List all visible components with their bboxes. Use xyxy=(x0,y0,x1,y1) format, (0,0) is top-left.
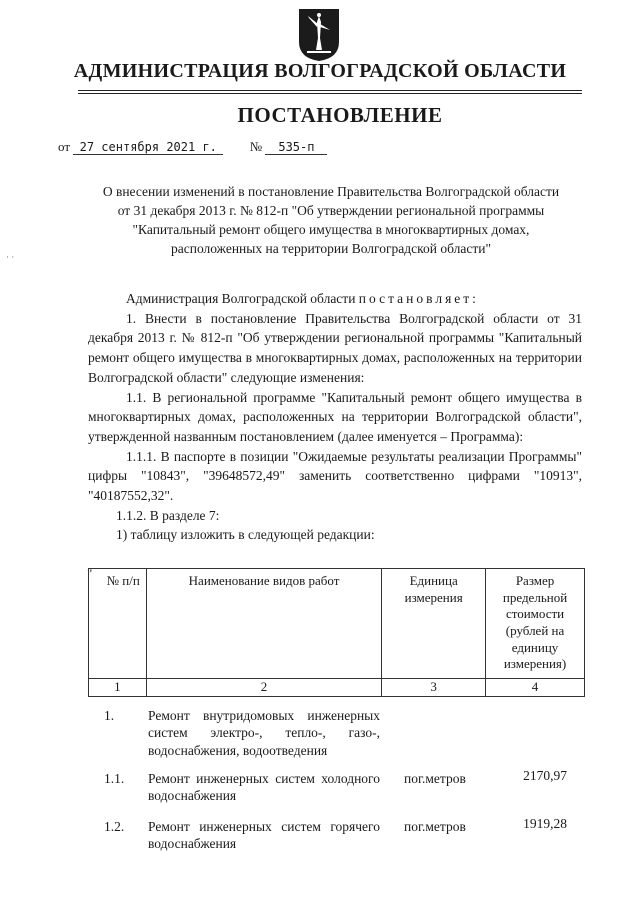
date-number-line xyxy=(58,139,327,155)
preamble: Администрация Волгоградской области постановляет: xyxy=(126,291,479,306)
preamble-spaced: постановляет: xyxy=(358,291,479,306)
row-value: 2170,97 xyxy=(523,768,567,783)
header-rule-top xyxy=(78,90,582,91)
row-work-type: Ремонт инженерных систем холодного водоснабжения xyxy=(148,771,380,804)
row-unit: пог.метров xyxy=(404,771,466,786)
row-unit: пог.метров xyxy=(404,819,466,834)
header-rule-bottom xyxy=(78,93,582,94)
header-max-cost: Размер предельной стоимости (рублей на единицу измерения) xyxy=(486,569,585,679)
row-value: 1919,28 xyxy=(523,816,567,831)
column-number: 3 xyxy=(382,679,486,697)
number-label: № xyxy=(249,139,263,154)
document-subject: О внесении изменений в постановление Правительства Волгоградской области от 31 декабря 2013 г. № 812-п "Об утверждении региональной программы "Капитальный ремонт общего имущества в многоквартирных домах, расположенных на территории Волгоградской области" xyxy=(102,184,560,257)
volgograd-coat-of-arms-icon xyxy=(298,8,340,62)
organization-title: АДМИНИСТРАЦИЯ ВОЛГОГРАДСКОЙ ОБЛАСТИ xyxy=(73,60,567,82)
paragraph-table-intro: 1) таблицу изложить в следующей редакции: xyxy=(116,527,375,543)
table-header-row xyxy=(89,569,585,679)
paragraph-1-1-2: 1.1.2. В разделе 7: xyxy=(116,507,220,523)
paragraph-1-1: 1.1. В региональной программе "Капитальный ремонт общего имущества в многоквартирных домах, расположенных на территории Волгоградской области", утвержденной названным постановлением (далее именуется – Программа): xyxy=(88,389,582,444)
cost-table xyxy=(88,568,585,697)
row-number: 1. xyxy=(104,708,115,723)
column-number: 2 xyxy=(146,679,381,697)
row-number: 1.2. xyxy=(104,819,125,834)
open-quote: " xyxy=(87,566,93,581)
document-date: 27 сентября 2021 г. xyxy=(73,140,223,155)
header-work-type: Наименование видов работ xyxy=(146,569,381,679)
row-work-type: Ремонт внутридомовых инженерных систем электро-, тепло-, газо-, водоснабжения, водоотведения xyxy=(148,708,380,758)
margin-mark: · · xyxy=(6,252,15,262)
document-type: ПОСТАНОВЛЕНИЕ xyxy=(237,103,443,127)
document-body xyxy=(88,289,582,545)
date-prefix: от xyxy=(58,139,71,154)
paragraph-1: 1. Внести в постановление Правительства Волгоградской области от 31 декабря 2013 г. № 812-п "Об утверждении региональной программы "Капитальный ремонт общего имущества в многоквартирных домах, расположенных на территории Волгоградской области" следующие изменения: xyxy=(88,310,582,385)
table-column-numbers xyxy=(89,679,585,697)
paragraph-1-1-1: 1.1.1. В паспорте в позиции "Ожидаемые результаты реализации Программы" цифры "10843", "39648572,49" заменить соответственно цифрами "10913", "40187552,32". xyxy=(88,448,582,504)
column-number: 1 xyxy=(89,679,147,697)
document-number: 535-п xyxy=(265,140,327,155)
row-number: 1.1. xyxy=(104,771,125,786)
header-number: № п/п xyxy=(89,569,147,679)
column-number: 4 xyxy=(486,679,585,697)
header-unit: Единица измерения xyxy=(382,569,486,679)
row-work-type: Ремонт инженерных систем горячего водоснабжения xyxy=(148,819,380,852)
